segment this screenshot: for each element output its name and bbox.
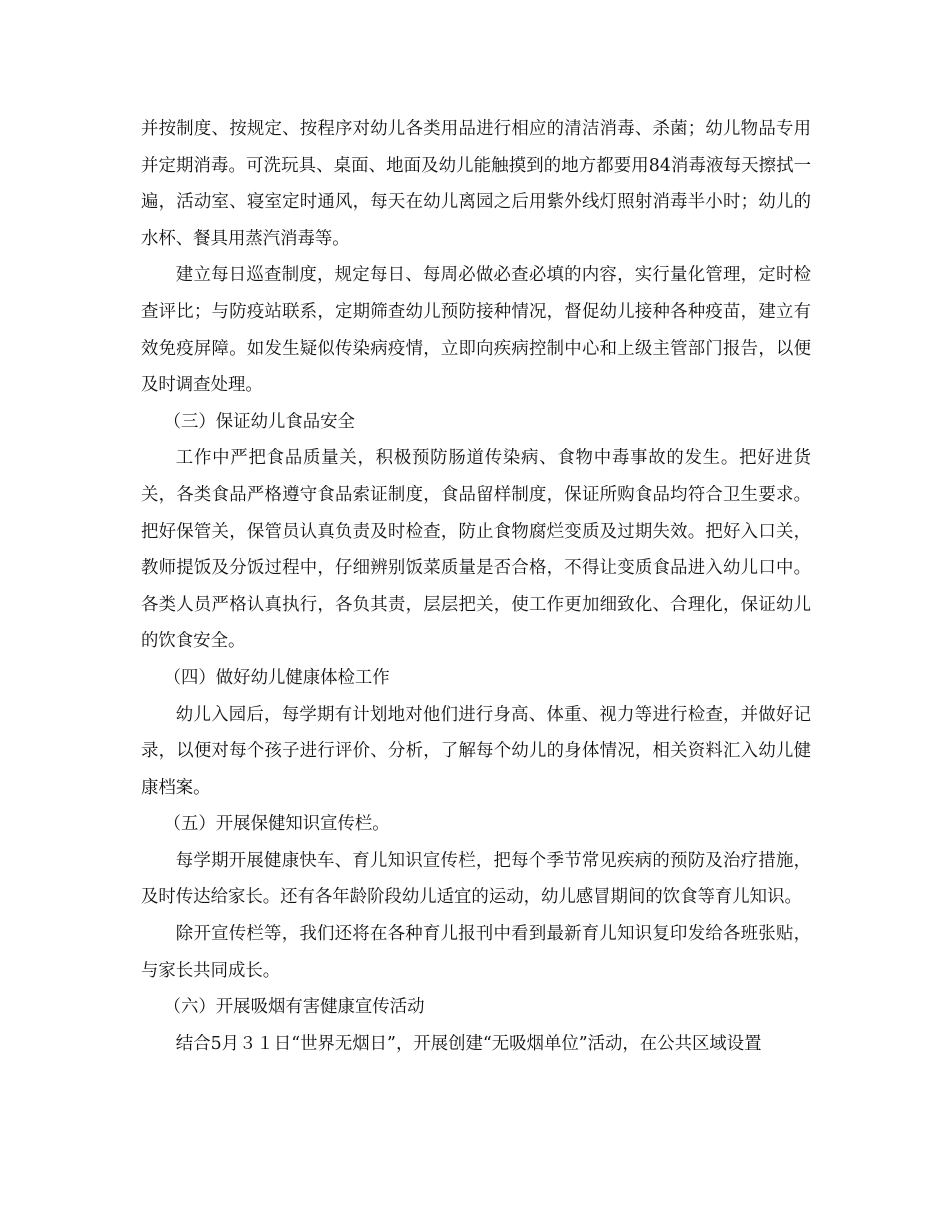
paragraph-health-check: 幼儿入园后，每学期有计划地对他们进行身高、体重、视力等进行检查，并做好记录，以便对每个孩子进行评价、分析，了解每个幼儿的身体情况，相关资料汇入幼儿健康档案。 [141,704,811,798]
paragraph-bulletin: 每学期开展健康快车、育儿知识宣传栏，把每个季节常见疾病的预防及治疗措施，及时传达给家长。还有各年龄阶段幼儿适宜的运动，幼儿感冒期间的饮食等育儿知识。 [141,850,811,908]
section-heading-bulletin: （五）开展保健知识宣传栏。 [163,814,390,835]
section-heading-no-smoking: （六）开展吸烟有害健康宣传活动 [163,997,425,1018]
section-heading-food-safety: （三）保证幼儿食品安全 [163,411,355,432]
document-body [141,111,811,1062]
section-heading-health-check: （四）做好幼儿健康体检工作 [163,667,390,688]
paragraph-disinfection: 并按制度、按规定、按程序对幼儿各类用品进行相应的清洁消毒、杀菌；幼儿物品专用并定期消毒。可洗玩具、桌面、地面及幼儿能触摸到的地方都要用84消毒液每天擦拭一遍，活动室、寝室定时通风，每天在幼儿离园之后用紫外线灯照射消毒半小时；幼儿的水杯、餐具用蒸汽消毒等。 [141,119,811,249]
paragraph-no-smoking: 结合5月３１日“世界无烟日”，开展创建“无吸烟单位”活动，在公共区域设置 [175,1033,762,1054]
paragraph-daily-inspection: 建立每日巡查制度，规定每日、每周必做必查必填的内容，实行量化管理，定时检查评比；与防疫站联系，定期筛查幼儿预防接种情况，督促幼儿接种各种疫苗，建立有效免疫屏障。如发生疑似传染病疫情，立即向疾病控制中心和上级主管部门报告，以便及时调查处理。 [141,265,811,396]
paragraph-bulletin-extra: 除开宣传栏等，我们还将在各种育儿报刊中看到最新育儿知识复印发给各班张贴，与家长共同成长。 [141,924,811,981]
paragraph-food-safety: 工作中严把食品质量关，积极预防肠道传染病、食物中毒事故的发生。把好进货关，各类食品严格遵守食品索证制度，食品留样制度，保证所购食品均符合卫生要求。把好保管关，保管员认真负责及时检查，防止食物腐烂变质及过期失效。把好入口关，教师提饭及分饭过程中，仔细辨别饭菜质量是否合格，不得让变质食品进入幼儿口中。各类人员严格认真执行，各负其责，层层把关，使工作更加细致化、合理化，保证幼儿的饮食安全。 [141,448,811,652]
